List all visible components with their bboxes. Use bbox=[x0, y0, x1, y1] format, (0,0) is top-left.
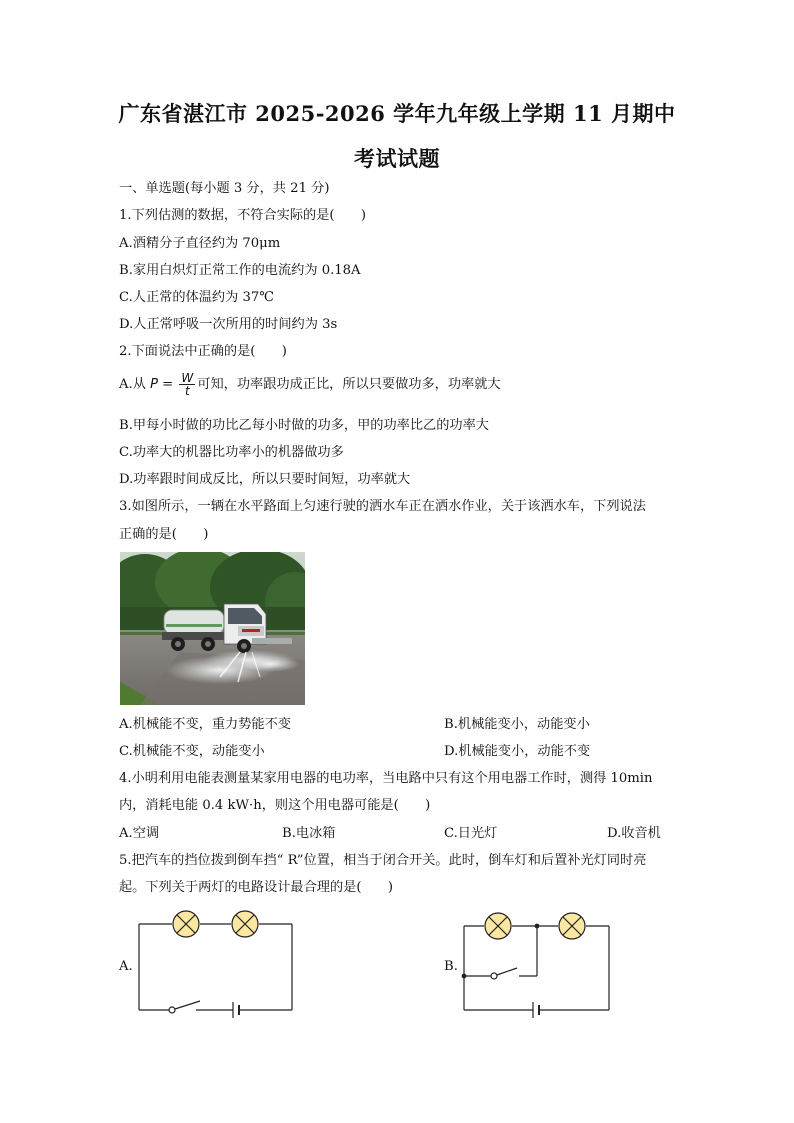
q5-stem-line-1: 5.把汽车的挡位拨到倒车挡“ R”位置，相当于闭合开关。此时，倒车灯和后置补光灯同时亮 bbox=[119, 853, 647, 868]
q2-option-c: C.功率大的机器比功率小的机器做功多 bbox=[119, 445, 344, 460]
lamp-icon bbox=[173, 911, 199, 937]
formula-equals: = bbox=[162, 377, 174, 392]
q3-option-c: C.机械能不变，动能变小 bbox=[119, 744, 265, 759]
sprinkler-truck-photo bbox=[120, 552, 305, 705]
q1-option-c: C.人正常的体温约为 37℃ bbox=[119, 290, 275, 305]
lamp-icon bbox=[232, 911, 258, 937]
formula-numerator: W bbox=[181, 371, 194, 385]
q1-option-d: D.人正常呼吸一次所用的时间约为 3s bbox=[119, 317, 338, 332]
q3-stem-line-1: 3.如图所示，一辆在水平路面上匀速行驶的洒水车正在洒水作业，关于该洒水车，下列说法 bbox=[119, 499, 646, 514]
q4-stem-line-1: 4.小明利用电能表测量某家用电器的电功率，当电路中只有这个用电器工作时，测得 10min bbox=[119, 771, 653, 786]
formula-fraction bbox=[179, 372, 195, 397]
q2-option-d: D.功率跟时间成反比，所以只要时间短，功率就大 bbox=[119, 472, 411, 487]
q4-option-a: A.空调 bbox=[119, 826, 160, 841]
q2-option-b: B.甲每小时做的功比乙每小时做的功多，甲的功率比乙的功率大 bbox=[119, 418, 489, 433]
title-line-2: 考试试题 bbox=[354, 146, 440, 171]
lamp-icon bbox=[559, 913, 585, 939]
q4-option-c: C.日光灯 bbox=[444, 826, 498, 841]
circuit-diagram-a bbox=[130, 905, 305, 1029]
q2-option-a-suffix: 可知，功率跟功成正比，所以只要做功多，功率就大 bbox=[197, 377, 501, 392]
q2-stem: 2.下面说法中正确的是( ) bbox=[119, 344, 287, 359]
formula-denominator: t bbox=[185, 384, 190, 398]
q4-option-b: B.电冰箱 bbox=[282, 826, 336, 841]
q1-option-a: A.酒精分子直径约为 70μm bbox=[119, 236, 281, 251]
q4-stem-line-2: 内，消耗电能 0.4 kW·h，则这个用电器可能是( ) bbox=[119, 798, 431, 813]
q2-option-a-prefix: A.从 bbox=[119, 377, 146, 392]
lamp-icon bbox=[485, 913, 511, 939]
q3-option-a: A.机械能不变，重力势能不变 bbox=[119, 717, 291, 732]
q4-option-d: D.收音机 bbox=[607, 826, 661, 841]
circuit-a-label: A. bbox=[119, 959, 133, 974]
q3-option-b: B.机械能变小，动能变小 bbox=[444, 717, 590, 732]
q3-option-d: D.机械能变小，动能不变 bbox=[444, 744, 591, 759]
q5-stem-line-2: 起。下列关于两灯的电路设计最合理的是( ) bbox=[119, 880, 394, 895]
q2-option-a bbox=[119, 372, 501, 397]
circuit-diagram-b bbox=[455, 905, 620, 1029]
q1-stem: 1.下列估测的数据，不符合实际的是( ) bbox=[119, 208, 367, 223]
q3-stem-line-2: 正确的是( ) bbox=[119, 527, 209, 542]
circuit-b-label: B. bbox=[444, 959, 458, 974]
formula-power-symbol: P bbox=[150, 377, 158, 392]
section-heading: 一、单选题(每小题 3 分，共 21 分) bbox=[119, 181, 330, 196]
q1-option-b: B.家用白炽灯正常工作的电流约为 0.18A bbox=[119, 263, 361, 278]
title-line-1: 广东省湛江市 2025-2026 学年九年级上学期 11 月期中 bbox=[118, 101, 676, 126]
